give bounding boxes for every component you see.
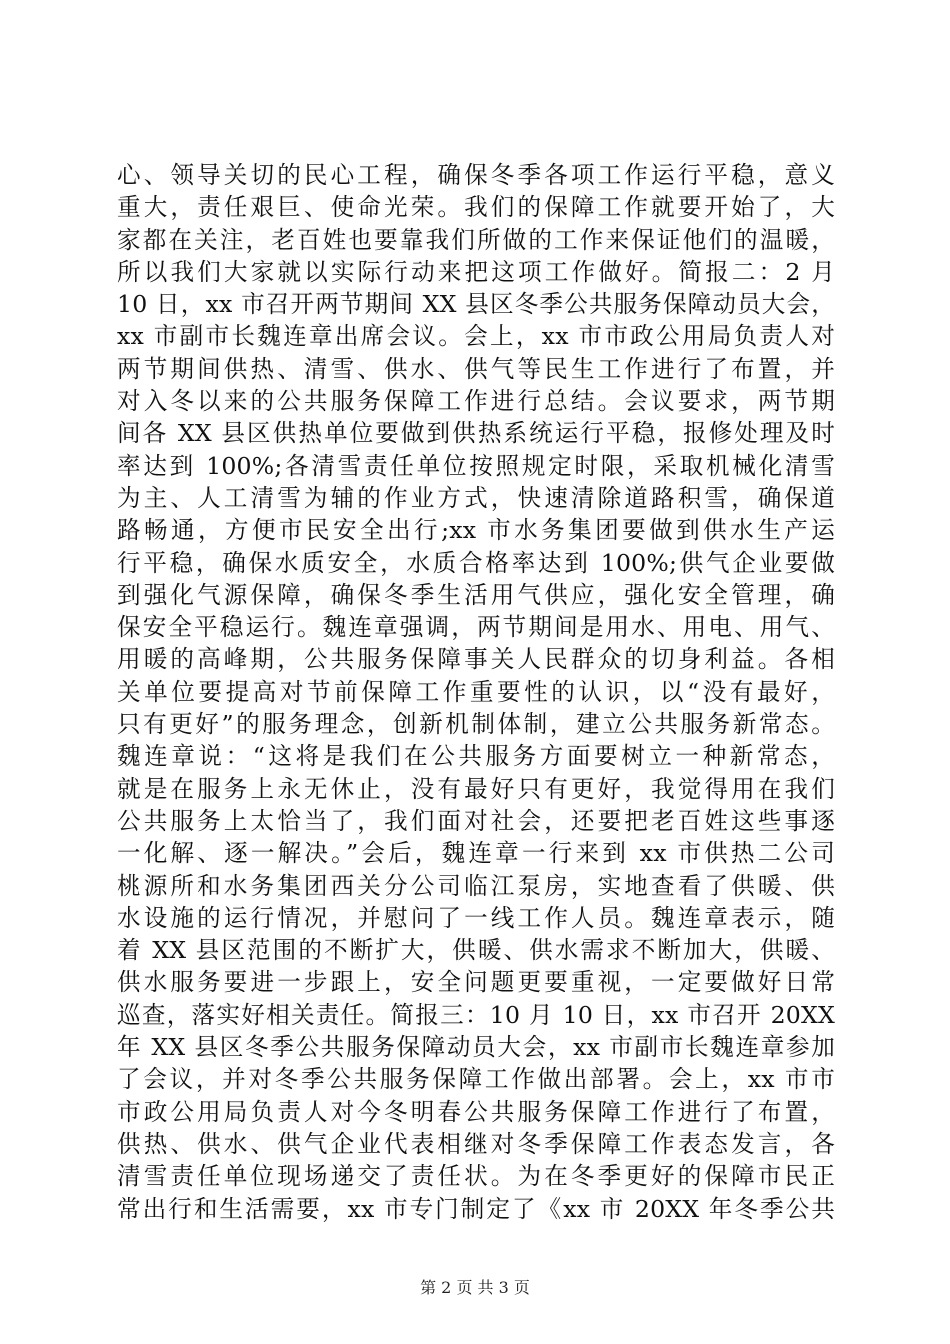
- text-line: 间各 XX 县区供热单位要做到供热系统运行平稳，报修处理及时: [117, 419, 835, 448]
- text-line: 公共服务上太恰当了，我们面对社会，还要把老百姓这些事逐: [117, 806, 835, 835]
- text-line: 常出行和生活需要，xx 市专门制定了《xx 市 20XX 年冬季公共: [117, 1194, 835, 1223]
- text-line: 到强化气源保障，确保冬季生活用气供应，强化安全管理，确: [117, 580, 835, 609]
- text-line: 只有更好”的服务理念，创新机制体制，建立公共服务新常态。: [117, 710, 835, 739]
- text-line: xx 市副市长魏连章出席会议。会上，xx 市市政公用局负责人对: [117, 322, 835, 351]
- text-line: 市政公用局负责人对今冬明春公共服务保障工作进行了布置，: [117, 1097, 835, 1126]
- text-line: 用暖的高峰期，公共服务保障事关人民群众的切身利益。各相: [117, 645, 835, 674]
- text-line: 行平稳，确保水质安全，水质合格率达到 100%;供气企业要做: [117, 548, 835, 577]
- text-line: 所以我们大家就以实际行动来把这项工作做好。简报二：2 月: [117, 257, 835, 286]
- page-footer: 第 2 页 共 3 页: [420, 1278, 530, 1297]
- text-line: 就是在服务上永无休止，没有最好只有更好，我觉得用在我们: [117, 774, 835, 803]
- text-line: 供水服务要进一步跟上，安全问题更要重视，一定要做好日常: [117, 968, 835, 997]
- text-line: 供热、供水、供气企业代表相继对冬季保障工作表态发言，各: [117, 1129, 835, 1158]
- text-line: 率达到 100%;各清雪责任单位按照规定时限，采取机械化清雪: [117, 451, 835, 480]
- text-line: 年 XX 县区冬季公共服务保障动员大会，xx 市副市长魏连章参加: [117, 1033, 835, 1062]
- text-line: 巡查，落实好相关责任。简报三：10 月 10 日，xx 市召开 20XX: [117, 1000, 835, 1029]
- text-line: 心、领导关切的民心工程，确保冬季各项工作运行平稳，意义: [117, 161, 835, 189]
- text-line: 一化解、逐一解决。”会后，魏连章一行来到 xx 市供热二公司: [117, 839, 835, 868]
- text-line: 水设施的运行情况，并慰问了一线工作人员。魏连章表示，随: [117, 903, 835, 932]
- text-line: 10 日，xx 市召开两节期间 XX 县区冬季公共服务保障动员大会，: [117, 290, 835, 319]
- text-line: 为主、人工清雪为辅的作业方式，快速清除道路积雪，确保道: [117, 483, 835, 512]
- text-line: 桃源所和水务集团西关分公司临江泵房，实地查看了供暖、供: [117, 871, 835, 900]
- text-line: 魏连章说：“这将是我们在公共服务方面要树立一种新常态，: [117, 742, 835, 771]
- text-line: 清雪责任单位现场递交了责任状。为在冬季更好的保障市民正: [117, 1162, 835, 1191]
- text-line: 关单位要提高对节前保障工作重要性的认识，以“没有最好，: [117, 677, 835, 706]
- text-line: 了会议，并对冬季公共服务保障工作做出部署。会上，xx 市市: [117, 1065, 835, 1094]
- text-line: 重大，责任艰巨、使命光荣。我们的保障工作就要开始了，大: [117, 193, 835, 222]
- text-line: 两节期间供热、清雪、供水、供气等民生工作进行了布置，并: [117, 354, 835, 383]
- text-line: 路畅通，方便市民安全出行;xx 市水务集团要做到供水生产运: [117, 516, 835, 545]
- text-line: 保安全平稳运行。魏连章强调，两节期间是用水、用电、用气、: [117, 613, 835, 642]
- body-text: [117, 159, 835, 1225]
- text-line: 家都在关注，老百姓也要靠我们所做的工作来保证他们的温暖，: [117, 225, 835, 254]
- text-line: 对入冬以来的公共服务保障工作进行总结。会议要求，两节期: [117, 387, 835, 416]
- text-line: 着 XX 县区范围的不断扩大，供暖、供水需求不断加大，供暖、: [117, 936, 835, 965]
